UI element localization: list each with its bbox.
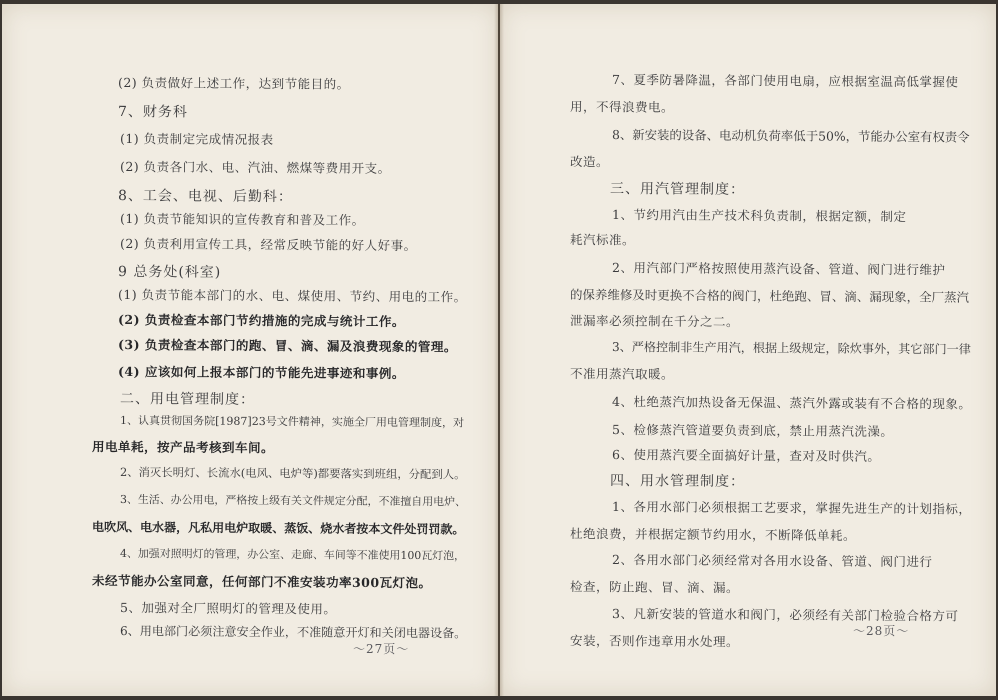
text-line: 1、认真贯彻国务院[1987]23号文件精神，实施全厂用电管理制度，对: [119, 414, 465, 430]
text-line: 1、各用水部门必须根据工艺要求，掌握先进生产的计划指标，: [611, 499, 972, 517]
text-line: 用，不得浪费电。: [569, 99, 675, 115]
section-heading: 三、用汽管理制度：: [609, 181, 746, 198]
page-number: ～27页～: [353, 642, 410, 656]
text-line: 不准用蒸汽取暖。: [569, 366, 675, 382]
section-heading: 7、财务科: [117, 104, 188, 121]
text-line: 2、用汽部门严格按照使用蒸汽设备、管道、阀门进行维护: [611, 260, 946, 278]
text-line: 5、加强对全厂照明灯的管理及使用。: [119, 600, 337, 617]
text-line: (1) 负责制定完成情况报表: [119, 131, 274, 148]
text-line: 3、生活、办公用电，严格按上级有关文件规定分配，不准擅自用电炉、: [119, 493, 467, 509]
text-line: (3) 负责检查本部门的跑、冒、滴、漏及浪费现象的管理。: [117, 337, 457, 355]
text-line: 6、使用蒸汽要全面搞好计量，查对及时供汽。: [611, 447, 881, 464]
text-line: 泄漏率必须控制在千分之二。: [569, 313, 740, 330]
text-line: 用电单耗，按产品考核到车间。: [91, 439, 275, 456]
text-line: 7、夏季防暑降温，各部门使用电扇，应根据室温高低掌握使: [611, 72, 959, 90]
text-line: (2) 负责做好上述工作，达到节能目的。: [117, 75, 350, 92]
text-line: 2、消灭长明灯、长流水(电风、电炉等)都要落实到班组，分配到人。: [119, 465, 466, 482]
text-line: 耗汽标准。: [569, 232, 636, 248]
text-line: 检查，防止跑、冒、滴、漏。: [569, 579, 740, 596]
text-line: 5、检修蒸汽管道要负责到底，禁止用蒸汽洗澡。: [611, 422, 894, 439]
text-line: 8、新安装的设备、电动机负荷率低于50%，节能办公室有权责令: [611, 127, 970, 145]
section-heading: 四、用水管理制度：: [609, 473, 746, 490]
text-line: 改造。: [569, 154, 610, 170]
text-line: 3、凡新安装的管道水和阀门，必须经有关部门检验合格方可: [611, 606, 959, 624]
page-number: ～28页～: [853, 624, 910, 638]
text-line: 杜绝浪费，并根据定额节约用水，不断降低单耗。: [569, 526, 857, 543]
text-line: (1) 负责节能本部门的水、电、煤使用、节约、用电的工作。: [117, 287, 467, 305]
page-gutter: [494, 4, 504, 696]
text-line: 1、节约用汽由生产技术科负责制，根据定额，制定: [611, 207, 907, 225]
text-line: 2、各用水部门必须经常对各用水设备、管道、阀门进行: [611, 552, 933, 570]
text-line: (2) 负责检查本部门节约措施的完成与统计工作。: [117, 312, 405, 330]
text-line: 4、加强对照明灯的管理，办公室、走廊、车间等不准使用100瓦灯泡，: [119, 547, 466, 563]
section-heading: 8、工会、电视、后勤科：: [117, 188, 293, 206]
text-line: (4) 应该如何上报本部门的节能先进事迹和事例。: [117, 364, 405, 382]
text-line: 4、杜绝蒸汽加热设备无保温、蒸汽外露或装有不合格的现象。: [611, 394, 972, 412]
text-line: 的保养维修及时更换不合格的阀门，杜绝跑、冒、滴、漏现象，全厂蒸汽: [569, 287, 970, 305]
text-line: (2) 负责利用宣传工具，经常反映节能的好人好事。: [119, 236, 417, 254]
text-line: 安装，否则作违章用水处理。: [569, 633, 740, 650]
text-line: 未经节能办公室同意，任何部门不准安装功率300瓦灯泡。: [91, 573, 432, 591]
text-line: 3、严格控制非生产用汽，根据上级规定，除炊事外，其它部门一律: [611, 340, 971, 357]
text-line: 电吹风、电水器，凡私用电炉取暖、蒸饭、烧水者按本文件处罚罚款。: [91, 520, 465, 537]
text-line: 6、用电部门必须注意安全作业，不准随意开灯和关闭电器设备。: [119, 624, 467, 641]
section-heading: 二、用电管理制度：: [119, 391, 256, 408]
text-line: (2) 负责各门水、电、汽油、燃煤等费用开支。: [119, 159, 391, 176]
text-line: (1) 负责节能知识的宣传教育和普及工作。: [119, 211, 365, 228]
section-heading: 9 总务处(科室): [117, 264, 222, 281]
